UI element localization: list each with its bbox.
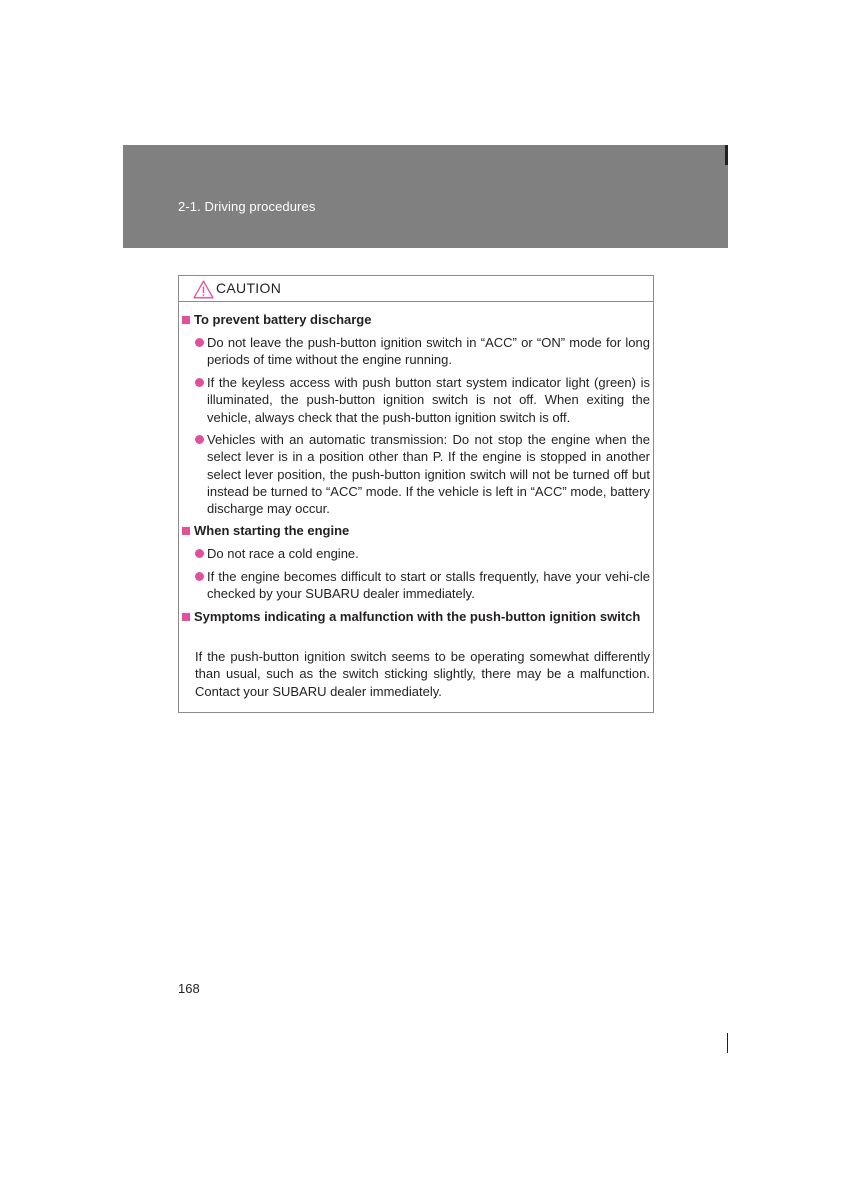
round-bullet-icon: [195, 378, 204, 387]
section-heading-symptoms: Symptoms indicating a malfunction with the push-button ignition switch: [182, 608, 650, 625]
square-bullet-icon: [182, 613, 190, 621]
section-heading-starting: When starting the engine: [182, 522, 650, 539]
section-heading-battery: To prevent battery discharge: [182, 311, 650, 328]
round-bullet-icon: [195, 572, 204, 581]
list-item: Do not leave the push-button ignition switch in “ACC” or “ON” mode for long periods of time without the engine running.: [195, 334, 650, 369]
square-bullet-icon: [182, 527, 190, 535]
round-bullet-icon: [195, 338, 204, 347]
caution-box: [178, 275, 654, 713]
chapter-header-band: [123, 145, 728, 248]
round-bullet-icon: [195, 549, 204, 558]
header-edge-mark: [725, 145, 728, 165]
symptoms-paragraph: If the push-button ignition switch seems to be operating somewhat differently than usual, such as the switch sticking slightly, there may be a malfunction. Contact your SUBARU dealer immediately.: [195, 649, 650, 699]
list-item: If the keyless access with push button start system indicator light (green) is illuminated, the push-button ignition switch is not off. When exiting the vehicle, always check that the push-button ignition switch is off.: [195, 374, 650, 426]
caution-title: CAUTION: [216, 280, 282, 296]
thumb-edge-mark: [727, 1033, 728, 1053]
list-item: Vehicles with an automatic transmission: Do not stop the engine when the select lever is in a position other than P. If the engine is stopped in another select lever position, the push-button ignition switch will not be turned off but instead be turned to “ACC” mode. If the vehicle is left in “ACC” mode, battery discharge may occur.: [195, 431, 650, 517]
square-bullet-icon: [182, 316, 190, 324]
round-bullet-icon: [195, 435, 204, 444]
caution-header: [179, 276, 653, 302]
section-title: 2-1. Driving procedures: [178, 199, 316, 214]
warning-triangle-icon: [193, 280, 214, 299]
list-item: If the engine becomes difficult to start or stalls frequently, have your vehi-cle checked by your SUBARU dealer immediately.: [195, 568, 650, 603]
page-number: 168: [178, 981, 200, 996]
list-item: Do not race a cold engine.: [195, 545, 650, 562]
